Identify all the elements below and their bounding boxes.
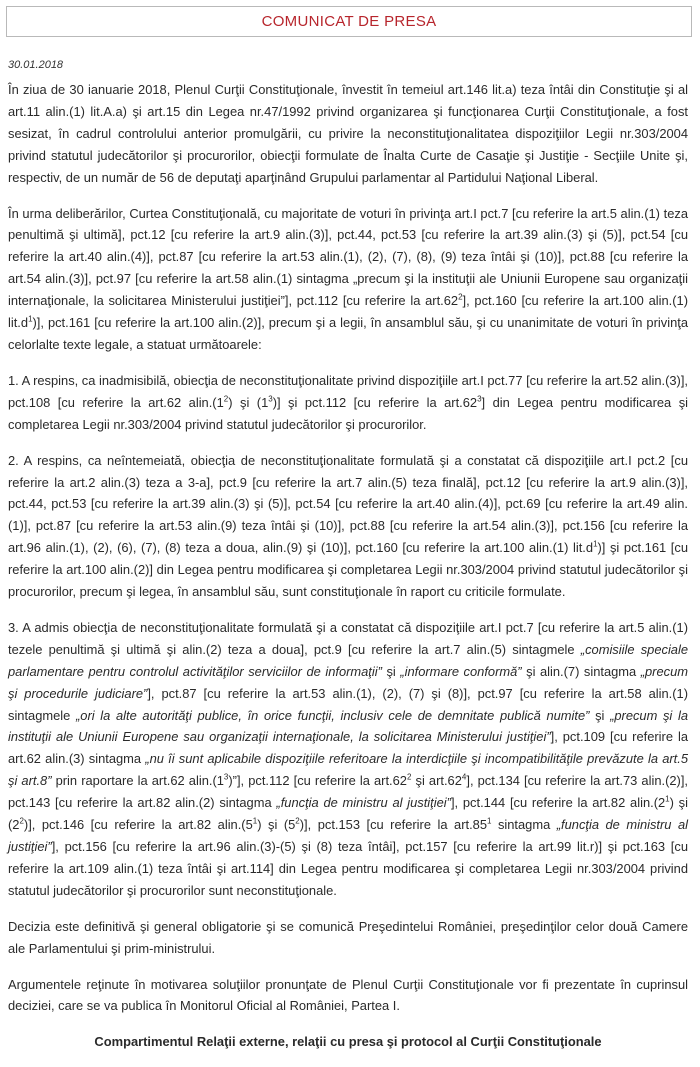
text-run: ], pct.156 [cu referire la art.96 alin.(3)-(5) şi (8) teza întâi], pct.157 [cu referire la art.99 lit.r)] şi pct.163 [cu referire la art.109 alin.(1) teza întâi şi art.114] din Legea pentru modificarea şi completarea Legii nr.303/2004 privind statutul judecătorilor şi procurorilor sunt neconstituţionale. [8, 839, 688, 898]
press-release-header [6, 6, 692, 37]
text-run: În ziua de 30 ianuarie 2018, Plenul Curţii Constituţionale, învestit în temeiul art.146 lit.a) teza întâi din Constituţie şi al art.11 alin.(1) lit.A.a) şi art.15 din Legea nr.47/1992 privind organizarea şi funcţionarea Curţii Constituţionale, a fost sesizat, în cadrul controlului anterior promulgării, cu privire la neconstituţionalitatea dispoziţiilor Legii nr.303/2004 privind statutul judecătorilor şi procurorilor, obiecţii formulate de Înalta Curte de Casaţie şi Justiţie - Secţiile Unite şi, respectiv, de un număr de 56 de deputaţi aparţinând Grupului parlamentar al Partidului Naţional Liberal. [8, 82, 688, 185]
text-run: 1. A respins, ca inadmisibilă, obiecţia de neconstituţionalitate privind dispoziţiile art.I pct.77 [cu referire la art.52 alin.(3)], pct.108 [cu referire la art.62 alin.(1 [8, 372, 688, 410]
superscript: 3 [268, 394, 273, 404]
paragraph-intro [8, 79, 688, 189]
text-run: ], pct.134 [cu referire la art.73 alin.(2)], pct.143 [cu referire la art.82 alin.(2) sintagma [8, 773, 688, 811]
text-run: ) şi (2 [8, 795, 688, 833]
paragraph-ruling-2 [8, 450, 688, 603]
superscript: 1 [593, 539, 598, 549]
superscript: 2 [458, 292, 463, 302]
superscript: 1 [252, 816, 258, 826]
quoted-phrase: „precum şi la instituţii ale Uniunii Europene sau organizaţii internaţionale, la solicitarea Ministerului justiţiei” [8, 707, 688, 745]
quoted-phrase: „funcţia de ministru al justiţiei” [8, 817, 689, 854]
text-run: )], pct.153 [cu referire la art.85 [299, 817, 487, 833]
text-run: şi alin.(7) sintagma [521, 663, 641, 679]
paragraph-deliberation [8, 203, 688, 356]
text-run: 3. A admis obiecţia de neconstituţionalitate formulată şi a constatat că dispoziţiile art.I pct.7 [cu referire la art.5 alin.(1) tezele penultimă şi ultimă şi alin.(2) teza a doua], pct.9 [cu referire la art.7 alin.(5) sintagmele [8, 619, 688, 657]
text-run: )] şi pct.112 [cu referire la art.62 [272, 394, 478, 410]
text-run: Decizia este definitivă şi general obligatorie şi se comunică Preşedintelui României, preşedinţilor celor două Camere ale Parlamentului şi prim-ministrului. [8, 918, 688, 956]
paragraph-decision-final [8, 916, 688, 960]
press-release-body [8, 79, 688, 1067]
text-run: ] din Legea pentru modificarea şi completarea Legii nr.303/2004 privind statutul judecătorilor şi procurorilor. [8, 394, 689, 432]
paragraph-ruling-3 [8, 617, 688, 902]
superscript: 1 [665, 794, 670, 804]
text-run: ], pct.109 [cu referire la art.62 alin.(3) sintagma [8, 729, 688, 767]
superscript: 4 [461, 772, 467, 782]
superscript: 1 [28, 314, 33, 324]
text-run: În urma deliberărilor, Curtea Constituţională, cu majoritate de voturi în privinţa art.I pct.7 [cu referire la art.5 alin.(1) teza penultimă şi ultimă], pct.12 [cu referire la art.9 alin.(3)], pct.44, pct.53 [cu referire la art.39 alin.(3) şi (5)], pct.54 [cu referire la art.40 alin.(4)], pct.87 [cu referire la art.53 alin.(1), (2), (7), (8), (9) teza întâi şi (10)], pct.88 [cu referire la art.54 alin.(3)], pct.97 [cu referire la art.58 alin.(1) sintagma „precum şi la instituţii ale Uniunii Europene sau organizaţii internaţionale, la solicitarea Ministerului justiţiei”], pct.112 [cu referire la art.62 [8, 205, 688, 309]
text-run: sintagma [491, 817, 557, 833]
text-run: şi art.62 [411, 773, 462, 789]
text-run: )] şi pct.161 [cu referire la art.100 alin.(2)] din Legea pentru modificarea şi completarea Legii nr.303/2004 privind statutul judecătorilor şi procurorilor, precum şi legea, în ansamblul său, sunt constituţionale în raport cu criticile formulate. [8, 540, 688, 600]
quoted-phrase: „comisiile speciale parlamentare pentru controlul activităţilor serviciilor de informaţii” [8, 641, 689, 679]
quoted-phrase: „ori la alte autorităţi publice, în orice funcţii, inclusiv cele de demnitate publică numite” [76, 707, 590, 723]
text-run: ], pct.144 [cu referire la art.82 alin.(2 [450, 795, 666, 811]
superscript: 2 [406, 772, 412, 782]
text-run: şi [381, 663, 401, 679]
superscript: 3 [223, 772, 229, 782]
text-run: 2. A respins, ca neîntemeiată, obiecţia de neconstituţionalitate formulată şi a constatat că dispoziţiile art.I pct.2 [cu referire la art.2 alin.(3) teza a 3-a], pct.9 [cu referire la art.7 alin.(5) teza finală], pct.12 [cu referire la art.9 alin.(3)], pct.44, pct.53 [cu referire la art.39 alin.(3) şi (5)], pct.54 [cu referire la art.40 alin.(4)], pct.69 [cu referire la art.49 alin.(1)], pct.87 [cu referire la art.53 alin.(9) teza întâi şi (10)], pct.88 [cu referire la art.54 alin.(3)], pct.156 [cu referire la art.96 alin.(1), (2), (6), (7), (8) teza a doua, alin.(9) şi (10)], pct.160 [cu referire la art.100 alin.(1) lit.d [8, 452, 688, 556]
text-run: )], pct.146 [cu referire la art.82 alin.(5 [23, 817, 253, 833]
paragraph-ruling-1 [8, 370, 688, 436]
superscript: 2 [223, 394, 229, 404]
text-run: )], pct.161 [cu referire la art.100 alin.(2)], precum şi a legii, în ansamblul său, şi cu unanimitate de voturi în privinţa celorlalte texte legale, a statuat următoarele: [8, 315, 688, 352]
superscript: 3 [477, 394, 482, 404]
text-run: ) şi (1 [228, 394, 269, 410]
quoted-phrase: „informare conformă” [400, 663, 522, 679]
text-run: Argumentele reţinute în motivarea soluţiilor pronunţate de Plenul Curţii Constituţionale vor fi prezentate în cuprinsul deciziei, care se va publica în Monitorul Oficial al României, Partea I. [8, 976, 688, 1014]
text-run: prin raportare la art.62 alin.(1 [51, 773, 224, 789]
issuing-department: Compartimentul Relaţii externe, relaţii cu presa şi protocol al Curţii Constituţionale [94, 1034, 602, 1050]
text-run: )”], pct.112 [cu referire la art.62 [228, 773, 407, 789]
superscript: 1 [487, 816, 492, 826]
quoted-phrase: „precum şi procedurile judiciare” [8, 663, 688, 701]
superscript: 2 [295, 816, 300, 826]
paragraph-arguments [8, 974, 688, 1018]
quoted-phrase: „funcţia de ministru al justiţiei” [276, 795, 451, 811]
press-release-title: COMUNICAT DE PRESA [261, 13, 437, 30]
text-run: ) şi (5 [257, 817, 296, 833]
text-run: ], pct.160 [cu referire la art.100 alin.(1) lit.d [8, 293, 688, 331]
text-run: ], pct.87 [cu referire la art.53 alin.(1), (2), (7) şi (8)], pct.97 [cu referire la art.58 alin.(1) sintagmele [8, 685, 688, 723]
quoted-phrase: „nu îi sunt aplicabile dispoziţiile referitoare la interdicţiile şi incompatibilităţile prevăzute la art.5 şi art.8” [8, 751, 688, 789]
release-date: 30.01.2018 [8, 59, 64, 71]
superscript: 2 [19, 816, 24, 826]
text-run: şi [589, 707, 611, 723]
